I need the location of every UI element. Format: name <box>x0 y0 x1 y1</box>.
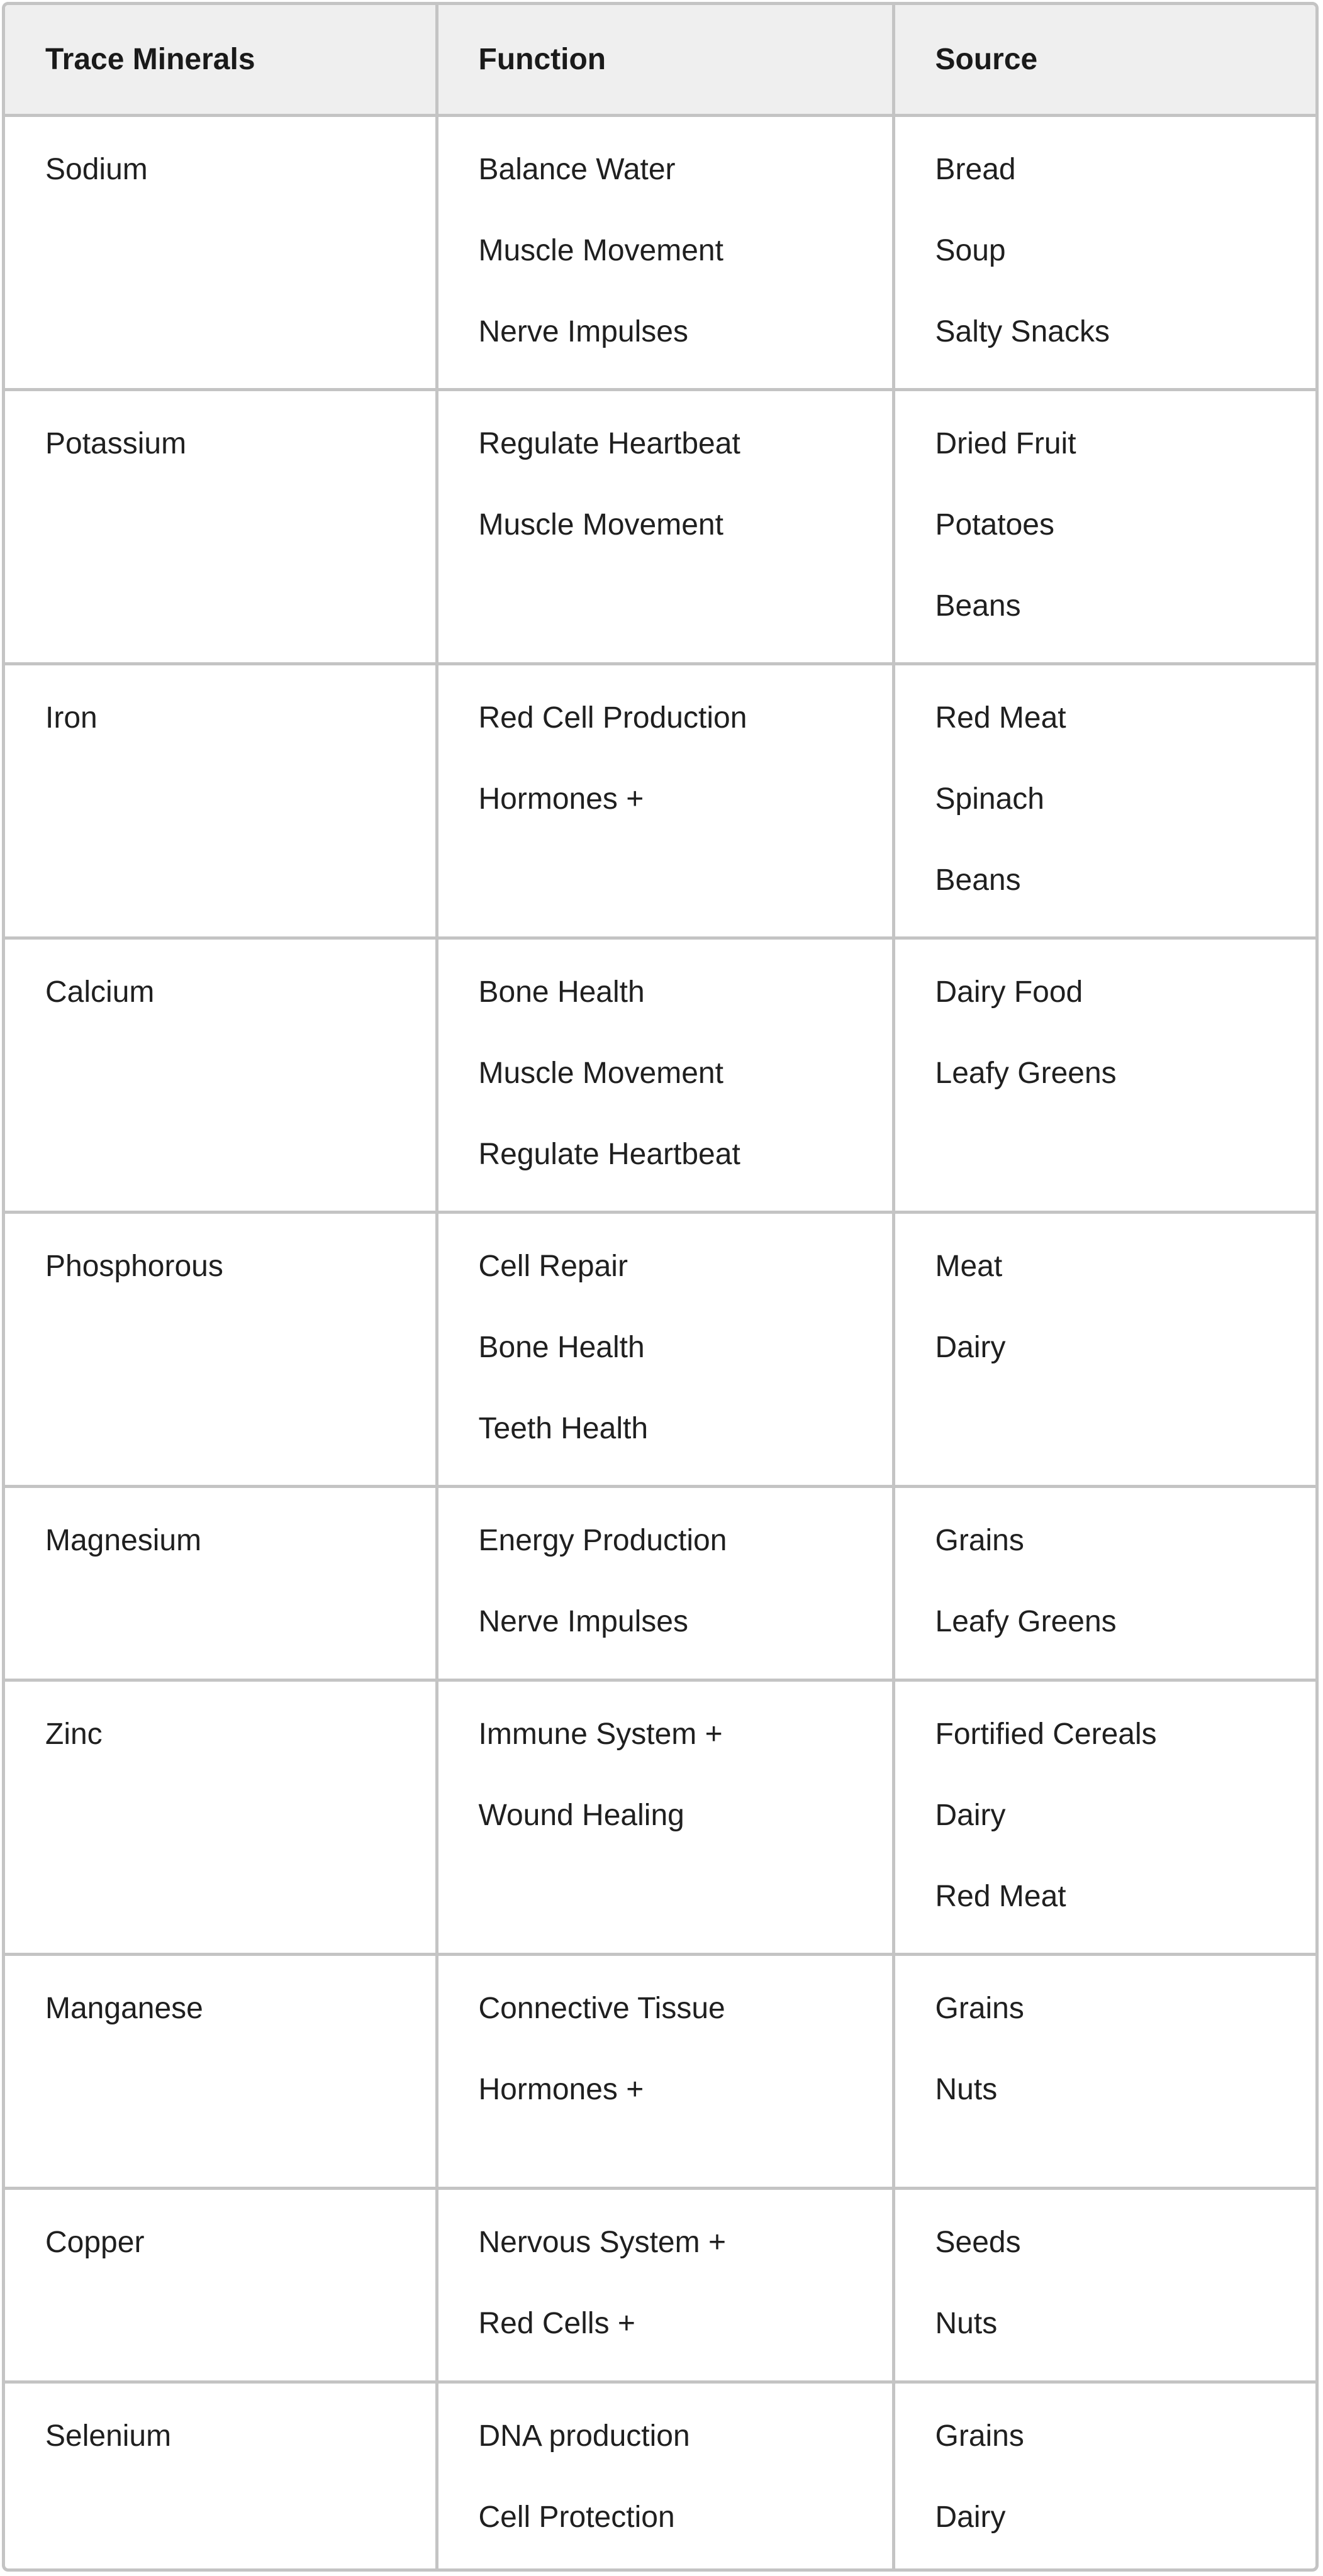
table-row <box>5 389 1315 663</box>
source-item: Bread <box>935 152 1016 186</box>
source-item: Nuts <box>935 2306 998 2340</box>
mineral-name: Manganese <box>45 1991 203 2025</box>
mineral-name: Sodium <box>45 152 148 186</box>
minerals-table <box>5 5 1315 2572</box>
function-item: Hormones + <box>478 2072 644 2106</box>
mineral-cell <box>5 2382 437 2572</box>
source-item: Potatoes <box>935 508 1054 541</box>
function-item: Hormones + <box>478 782 644 816</box>
function-cell <box>437 2188 893 2382</box>
function-item: Regulate Heartbeat <box>478 1137 740 1171</box>
mineral-name: Potassium <box>45 426 187 460</box>
header-trace-minerals: Trace Minerals <box>45 42 255 76</box>
function-item: Bone Health <box>478 1330 645 1364</box>
mineral-cell <box>5 1486 437 1680</box>
function-item: Balance Water <box>478 152 676 186</box>
function-item: Energy Production <box>478 1523 727 1557</box>
table-row <box>5 2382 1315 2572</box>
source-item: Spinach <box>935 782 1044 816</box>
function-item: Nervous System + <box>478 2225 726 2259</box>
source-item: Dairy Food <box>935 975 1083 1009</box>
source-item: Dairy <box>935 1798 1006 1832</box>
function-cell <box>437 1486 893 1680</box>
minerals-table-container <box>2 2 1319 2572</box>
function-item: Nerve Impulses <box>478 314 688 348</box>
function-cell <box>437 2382 893 2572</box>
mineral-cell <box>5 1954 437 2188</box>
mineral-cell <box>5 1680 437 1954</box>
mineral-name: Calcium <box>45 975 155 1009</box>
header-row <box>5 5 1315 115</box>
source-item: Grains <box>935 2419 1024 2453</box>
function-item: Immune System + <box>478 1717 723 1751</box>
source-cell <box>893 389 1315 663</box>
source-item: Dried Fruit <box>935 426 1076 460</box>
source-item: Red Meat <box>935 701 1066 735</box>
source-cell <box>893 2188 1315 2382</box>
source-item: Grains <box>935 1523 1024 1557</box>
mineral-cell <box>5 115 437 389</box>
mineral-cell <box>5 1212 437 1486</box>
source-item: Grains <box>935 1991 1024 2025</box>
function-item: Regulate Heartbeat <box>478 426 740 460</box>
function-item: Connective Tissue <box>478 1991 725 2025</box>
function-cell <box>437 1212 893 1486</box>
table-row <box>5 1212 1315 1486</box>
mineral-name: Zinc <box>45 1717 103 1751</box>
source-cell <box>893 1212 1315 1486</box>
table-row <box>5 663 1315 938</box>
function-cell <box>437 115 893 389</box>
table-body <box>5 115 1315 2572</box>
source-cell <box>893 1680 1315 1954</box>
source-item: Red Meat <box>935 1879 1066 1913</box>
source-item: Beans <box>935 863 1021 897</box>
mineral-name: Phosphorous <box>45 1249 223 1283</box>
table-row <box>5 2188 1315 2382</box>
mineral-cell <box>5 2188 437 2382</box>
table-row <box>5 1680 1315 1954</box>
function-item: Bone Health <box>478 975 645 1009</box>
source-item: Soup <box>935 233 1006 267</box>
source-item: Seeds <box>935 2225 1021 2259</box>
function-item: Red Cell Production <box>478 701 747 735</box>
function-item: Muscle Movement <box>478 233 723 267</box>
function-item: Cell Repair <box>478 1249 628 1283</box>
table-row <box>5 1954 1315 2188</box>
source-item: Salty Snacks <box>935 314 1110 348</box>
mineral-name: Magnesium <box>45 1523 202 1557</box>
function-item: DNA production <box>478 2419 690 2453</box>
function-cell <box>437 389 893 663</box>
source-item: Dairy <box>935 2500 1006 2534</box>
function-item: Cell Protection <box>478 2500 675 2534</box>
mineral-cell <box>5 389 437 663</box>
source-cell <box>893 2382 1315 2572</box>
header-function: Function <box>437 5 893 115</box>
source-item: Dairy <box>935 1330 1006 1364</box>
function-item: Wound Healing <box>478 1798 684 1832</box>
function-cell <box>437 1954 893 2188</box>
source-item: Leafy Greens <box>935 1604 1117 1638</box>
function-item: Muscle Movement <box>478 1056 723 1090</box>
source-cell <box>893 115 1315 389</box>
function-item: Red Cells + <box>478 2306 635 2340</box>
table-row <box>5 938 1315 1212</box>
table-row <box>5 115 1315 389</box>
source-item: Nuts <box>935 2072 998 2106</box>
function-item: Nerve Impulses <box>478 1604 688 1638</box>
function-cell <box>437 663 893 938</box>
mineral-cell <box>5 663 437 938</box>
mineral-name: Copper <box>45 2225 145 2259</box>
table-row <box>5 1486 1315 1680</box>
source-item: Beans <box>935 589 1021 623</box>
source-item: Leafy Greens <box>935 1056 1117 1090</box>
function-cell <box>437 938 893 1212</box>
function-item: Muscle Movement <box>478 508 723 541</box>
source-cell <box>893 663 1315 938</box>
source-cell <box>893 938 1315 1212</box>
mineral-name: Iron <box>45 701 98 735</box>
source-cell <box>893 1486 1315 1680</box>
mineral-name: Selenium <box>45 2419 172 2453</box>
header-source: Source <box>893 5 1315 115</box>
source-cell <box>893 1954 1315 2188</box>
source-item: Fortified Cereals <box>935 1717 1157 1751</box>
mineral-cell <box>5 938 437 1212</box>
function-cell <box>437 1680 893 1954</box>
function-item: Teeth Health <box>478 1411 649 1445</box>
source-item: Meat <box>935 1249 1003 1283</box>
